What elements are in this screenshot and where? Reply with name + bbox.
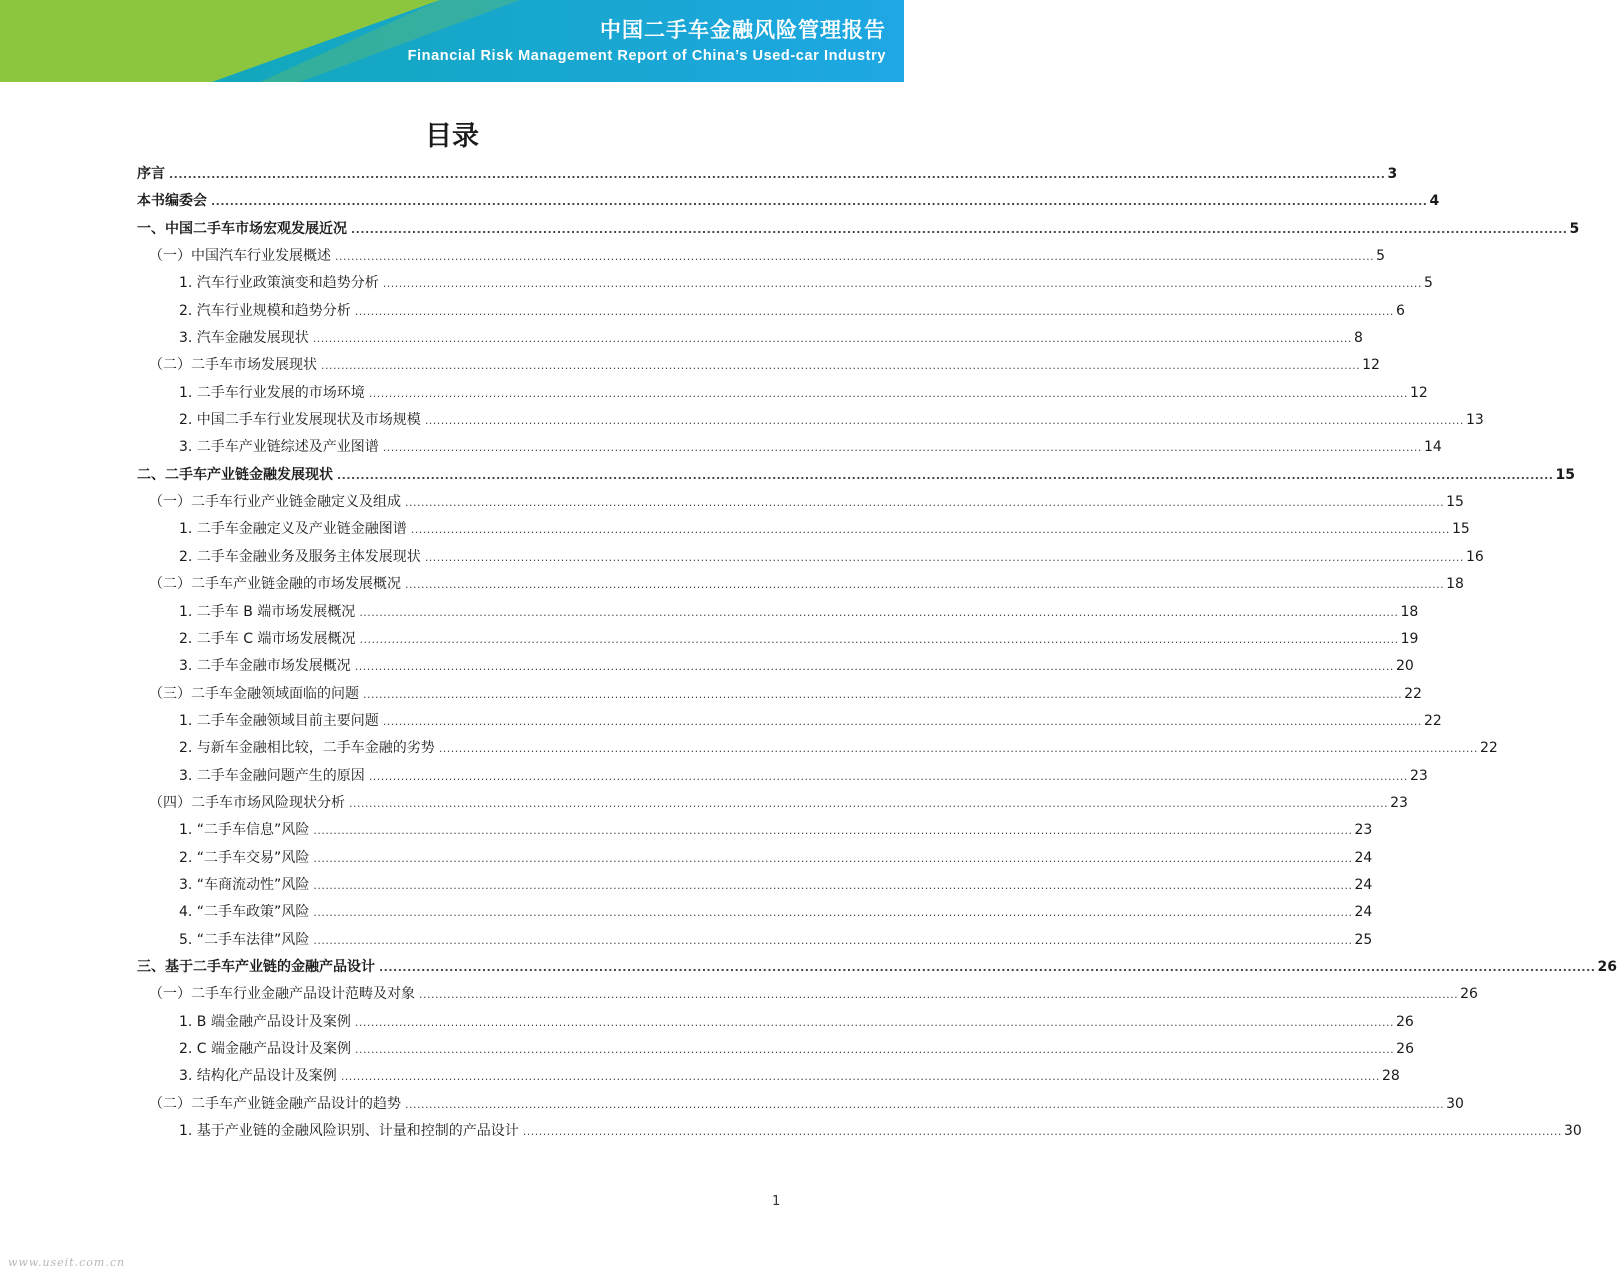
toc-leader-dots: .................................................................................................................................................................................................................................................................... [337,468,1554,482]
toc-entry-page: 28 [1381,1068,1400,1085]
toc-entry[interactable] [137,216,1580,243]
toc-entry-label: （二）二手车产业链金融的市场发展概况 [149,576,401,593]
toc-entry[interactable] [137,571,1464,598]
toc-entry-label: （四）二手车市场风险现状分析 [149,794,345,811]
toc-entry-label: 5. “二手车法律”风险 [179,931,310,948]
toc-leader-dots: .................................................................................................................................................................................................................................................................... [355,1043,1395,1056]
toc-entry-page: 5 [1569,220,1580,237]
toc-entry-label: 2. C 端金融产品设计及案例 [179,1041,352,1057]
toc-entry-label: 2. 二手车 C 端市场发展概况 [179,630,356,647]
toc-entry-page: 30 [1446,1095,1464,1112]
toc-entry-label: 1. 二手车 B 端市场发展概况 [179,603,356,620]
toc-entry[interactable] [137,462,1575,489]
toc-leader-dots: .................................................................................................................................................................................................................................................................... [340,1070,1380,1084]
toc-entry-page: 22 [1423,712,1442,729]
toc-leader-dots: .................................................................................................................................................................................................................................................................... [313,824,1353,838]
toc-entry[interactable] [137,407,1484,434]
toc-entry[interactable] [137,544,1484,571]
toc-leader-dots: .................................................................................................................................................................................................................................................................... [313,933,1353,947]
toc-entry[interactable] [137,763,1428,790]
toc-entry-label: 1. 汽车行业政策演变和趋势分析 [179,275,379,292]
toc-leader-dots: .................................................................................................................................................................................................................................................................... [438,742,1478,756]
toc-entry-label: 本书编委会 [137,193,207,210]
toc-leader-dots: .................................................................................................................................................................................................................................................................... [321,359,1361,373]
toc-entry[interactable] [137,1036,1414,1063]
report-subtitle: Financial Risk Management Report of China’s Used-car Industry [407,48,886,64]
toc-entry-page: 26 [1597,958,1617,975]
toc-entry-label: 4. “二手车政策”风险 [179,904,310,921]
toc-entry-page: 26 [1396,1041,1414,1057]
toc-entry[interactable] [137,434,1442,461]
toc-entry-page: 8 [1353,330,1363,347]
toc-entry-page: 6 [1395,302,1405,319]
toc-leader-dots: .................................................................................................................................................................................................................................................................... [382,714,1422,728]
toc-entry-label: （二）二手车产业链金融产品设计的趋势 [149,1095,401,1112]
toc-entry-page: 15 [1451,521,1470,538]
toc-leader-dots: .................................................................................................................................................................................................................................................................... [313,878,1353,892]
toc-entry-page: 12 [1362,357,1380,374]
toc-entry[interactable] [137,899,1373,926]
toc-leader-dots: .................................................................................................................................................................................................................................................................... [169,168,1386,181]
toc-entry-page: 20 [1395,658,1414,675]
toc-entry[interactable] [137,161,1398,188]
toc-entry-label: （三）二手车金融领域面临的问题 [149,685,359,702]
toc-leader-dots: .................................................................................................................................................................................................................................................................... [382,441,1422,455]
toc-entry-page: 22 [1404,685,1422,702]
toc-entry-page: 5 [1376,248,1386,265]
toc-entry[interactable] [137,681,1422,708]
toc-entry-page: 5 [1423,275,1433,292]
toc-leader-dots: .................................................................................................................................................................................................................................................................... [349,796,1389,810]
toc-leader-dots: .................................................................................................................................................................................................................................................................... [351,222,1568,236]
toc-entry-page: 3 [1387,166,1398,182]
toc-entry-label: 1. 二手车行业发展的市场环境 [179,384,365,401]
toc-entry-page: 13 [1465,412,1484,429]
toc-entry-label: 序言 [137,166,165,182]
toc-entry-page: 24 [1354,876,1373,893]
toc-entry-label: 2. 二手车金融业务及服务主体发展现状 [179,548,421,565]
toc-entry-label: 三、基于二手车产业链的金融产品设计 [137,958,375,975]
toc-entry-label: 3. 二手车产业链综述及产业图谱 [179,439,379,456]
toc-entry-label: 3. 二手车金融问题产生的原因 [179,767,365,784]
toc-leader-dots: .................................................................................................................................................................................................................................................................... [424,414,1464,428]
toc-leader-dots: .................................................................................................................................................................................................................................................................... [424,550,1464,564]
toc-entry-label: 2. 汽车行业规模和趋势分析 [179,302,351,319]
toc-leader-dots: .................................................................................................................................................................................................................................................................... [335,250,1375,264]
toc-entry-page: 23 [1409,767,1428,784]
toc-entry[interactable] [137,243,1386,270]
toc-entry[interactable] [137,817,1373,844]
toc-entry[interactable] [137,954,1617,981]
toc-entry-page: 15 [1446,494,1464,511]
toc-entry-page: 25 [1354,931,1373,948]
toc-entry[interactable] [137,872,1373,899]
table-of-contents [137,161,1617,1145]
toc-entry[interactable] [137,927,1373,954]
toc-entry-label: 3. 结构化产品设计及案例 [179,1068,337,1085]
toc-entry-label: 1. 基于产业链的金融风险识别、计量和控制的产品设计 [179,1123,519,1140]
toc-entry-page: 14 [1423,439,1442,456]
toc-leader-dots: .................................................................................................................................................................................................................................................................... [419,988,1459,1002]
toc-leader-dots: .................................................................................................................................................................................................................................................................... [382,277,1422,291]
toc-entry-page: 15 [1555,466,1575,483]
toc-leader-dots: .................................................................................................................................................................................................................................................................... [313,906,1353,920]
toc-leader-dots: .................................................................................................................................................................................................................................................................... [359,605,1399,619]
toc-leader-dots: .................................................................................................................................................................................................................................................................... [368,386,1408,400]
toc-entry-page: 18 [1400,603,1419,620]
toc-entry-label: 3. “车商流动性”风险 [179,876,310,893]
toc-entry-page: 30 [1563,1123,1582,1140]
toc-entry-page: 16 [1465,548,1484,565]
toc-entry[interactable] [137,599,1419,626]
toc-entry-label: 1. 二手车金融定义及产业链金融图谱 [179,521,407,538]
toc-leader-dots: .................................................................................................................................................................................................................................................................... [211,195,1428,209]
toc-leader-dots: .................................................................................................................................................................................................................................................................... [379,960,1596,974]
toc-entry[interactable] [137,270,1433,297]
toc-entry[interactable] [137,708,1442,735]
toc-entry[interactable] [137,1118,1582,1145]
toc-entry[interactable] [137,653,1414,680]
toc-entry-label: （一）二手车行业产业链金融定义及组成 [149,494,401,511]
toc-entry-page: 24 [1354,849,1373,866]
toc-entry-page: 23 [1390,794,1408,811]
toc-entry-page: 26 [1460,986,1478,1003]
toc-leader-dots: .................................................................................................................................................................................................................................................................... [354,660,1394,674]
toc-entry-label: 二、二手车产业链金融发展现状 [137,466,333,483]
toc-entry[interactable] [137,981,1478,1008]
toc-entry-page: 4 [1429,193,1440,210]
toc-leader-dots: .................................................................................................................................................................................................................................................................... [354,304,1394,318]
toc-entry[interactable] [137,516,1470,543]
toc-leader-dots: .................................................................................................................................................................................................................................................................... [312,332,1352,346]
toc-entry[interactable] [137,626,1419,653]
toc-entry[interactable] [137,352,1380,379]
toc-leader-dots: .................................................................................................................................................................................................................................................................... [405,496,1445,510]
toc-entry-label: （二）二手车市场发展现状 [149,357,317,374]
toc-leader-dots: .................................................................................................................................................................................................................................................................... [354,1015,1394,1029]
toc-entry-label: （一）二手车行业金融产品设计范畴及对象 [149,986,415,1003]
toc-entry-page: 22 [1479,740,1498,757]
toc-entry[interactable] [137,1091,1464,1118]
toc-leader-dots: .................................................................................................................................................................................................................................................................... [359,632,1399,646]
toc-entry-page: 26 [1396,1013,1414,1030]
toc-entry[interactable] [137,325,1363,352]
toc-entry[interactable] [137,298,1405,325]
toc-leader-dots: .................................................................................................................................................................................................................................................................... [405,578,1445,592]
toc-entry-page: 12 [1409,384,1428,401]
toc-entry-page: 23 [1354,822,1373,839]
toc-leader-dots: .................................................................................................................................................................................................................................................................... [363,687,1403,701]
toc-entry[interactable] [137,845,1373,872]
toc-entry-label: （一）中国汽车行业发展概述 [149,248,331,265]
toc-entry[interactable] [137,380,1428,407]
toc-leader-dots: .................................................................................................................................................................................................................................................................... [368,769,1408,783]
toc-leader-dots: .................................................................................................................................................................................................................................................................... [522,1125,1562,1139]
toc-entry[interactable] [137,1063,1400,1090]
toc-entry[interactable] [137,1009,1414,1036]
toc-leader-dots: .................................................................................................................................................................................................................................................................... [313,851,1353,865]
toc-entry-label: 2. 与新车金融相比较，二手车金融的劣势 [179,740,435,757]
toc-leader-dots: .................................................................................................................................................................................................................................................................... [405,1097,1445,1111]
toc-entry-label: 3. 二手车金融市场发展概况 [179,658,351,675]
report-title: 中国二手车金融风险管理报告 [600,18,886,42]
toc-entry-label: 1. B 端金融产品设计及案例 [179,1013,351,1030]
toc-entry-label: 2. 中国二手车行业发展现状及市场规模 [179,412,421,429]
toc-entry-page: 19 [1400,630,1419,647]
toc-entry[interactable] [137,790,1408,817]
toc-entry-label: 1. 二手车金融领域目前主要问题 [179,712,379,729]
toc-leader-dots: .................................................................................................................................................................................................................................................................... [410,523,1450,537]
toc-entry[interactable] [137,735,1498,762]
page-number: 1 [772,1194,781,1209]
toc-entry-label: 一、中国二手车市场宏观发展近况 [137,220,347,237]
toc-entry[interactable] [137,188,1440,215]
toc-entry-label: 1. “二手车信息”风险 [179,822,310,839]
toc-heading: 目录 [425,121,479,152]
toc-entry-page: 18 [1446,576,1464,593]
toc-entry-label: 3. 汽车金融发展现状 [179,330,309,347]
watermark: www.useit.com.cn [8,1256,126,1269]
header-banner [0,0,904,82]
toc-entry-page: 24 [1354,904,1373,921]
toc-entry[interactable] [137,489,1464,516]
toc-entry-label: 2. “二手车交易”风险 [179,849,310,866]
